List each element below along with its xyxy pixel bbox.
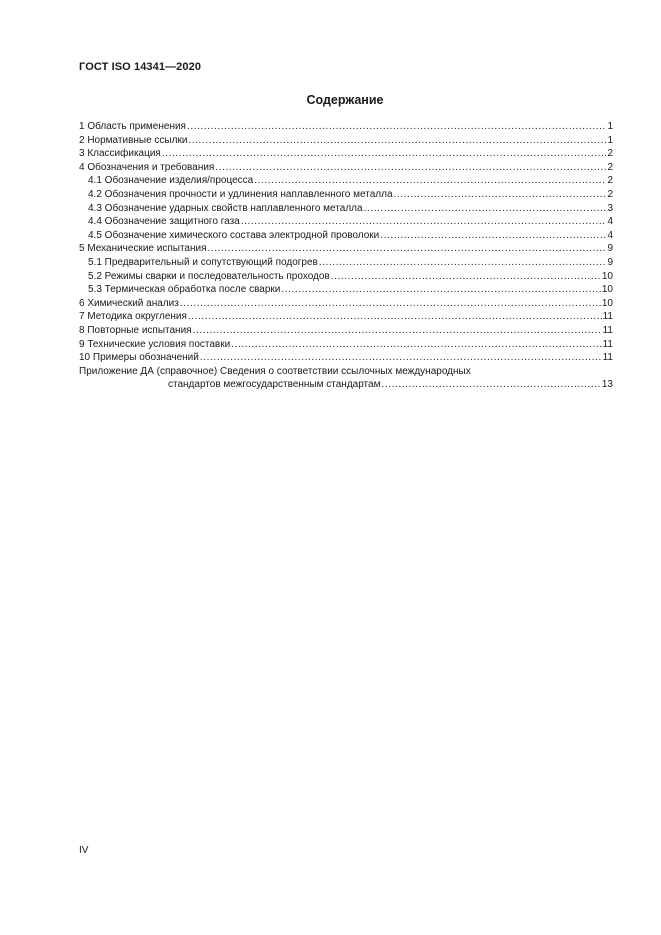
toc-entry-label: 4.5 Обозначение химического состава электродной проволоки xyxy=(88,229,380,241)
toc-leader-dots xyxy=(319,256,607,270)
toc-appendix-line2: стандартов межгосударственным стандартам xyxy=(168,379,381,391)
toc-entry-10[interactable] xyxy=(79,351,613,365)
toc-entry-label: 3 Классификация xyxy=(79,148,161,160)
toc-entry-4-3[interactable] xyxy=(79,202,613,216)
toc-entry-page: 11 xyxy=(602,324,613,336)
toc-entry-label: 5.1 Предварительный и сопутствующий подогрев xyxy=(88,256,318,268)
toc-entry-label: 4.2 Обозначения прочности и удлинения наплавленного металла xyxy=(88,188,393,200)
toc-leader-dots xyxy=(281,283,601,297)
toc-entry-label: 10 Примеры обозначений xyxy=(79,352,199,364)
toc-entry-label: 4.4 Обозначение защитного газа xyxy=(88,216,240,228)
toc-entry-label: 5 Механические испытания xyxy=(79,243,207,255)
toc-entry-4-4[interactable] xyxy=(79,215,613,229)
toc-entry-5-3[interactable] xyxy=(79,283,613,297)
toc-entry-label: 2 Нормативные ссылки xyxy=(79,134,188,146)
toc-entry-page: 1 xyxy=(607,121,613,132)
toc-entry-label: 4 Обозначения и требования xyxy=(79,161,215,173)
toc-leader-dots xyxy=(254,174,606,188)
toc-entry-page: 10 xyxy=(601,270,613,282)
toc-entry-3[interactable] xyxy=(79,147,613,161)
toc-entry-page: 11 xyxy=(602,352,613,364)
toc-entry-9[interactable] xyxy=(79,338,613,352)
toc-entry-label: 7 Методика округления xyxy=(79,311,187,323)
toc-entry-page: 1 xyxy=(607,134,613,146)
toc-entry-label: 1 Область применения xyxy=(79,121,186,132)
toc-entry-page: 10 xyxy=(601,284,613,296)
toc-entry-label: 9 Технические условия поставки xyxy=(79,338,231,350)
toc-entry-5-1[interactable] xyxy=(79,256,613,270)
toc-entry-4-1[interactable] xyxy=(79,174,613,188)
toc-entry-page: 2 xyxy=(607,188,613,200)
toc-entry-page: 11 xyxy=(602,311,613,323)
toc-entry-page: 9 xyxy=(607,256,613,268)
toc-entry-4[interactable] xyxy=(79,161,613,175)
toc-entry-label: 4.3 Обозначение ударных свойств наплавленного металла xyxy=(88,202,363,214)
toc-entry-7[interactable] xyxy=(79,310,613,324)
toc-entry-page: 4 xyxy=(607,216,613,228)
toc-leader-dots xyxy=(187,120,606,134)
toc-entry-page: 13 xyxy=(601,379,613,391)
toc-leader-dots xyxy=(188,134,606,148)
toc-leader-dots xyxy=(193,324,602,338)
toc-leader-dots xyxy=(331,270,601,284)
toc-entry-4-2[interactable] xyxy=(79,188,613,202)
toc-entry-page: 11 xyxy=(602,338,613,350)
toc-entry-page: 2 xyxy=(607,148,613,160)
document-code: ГОСТ ISO 14341—2020 xyxy=(79,61,202,73)
toc-entry-page: 3 xyxy=(607,202,613,214)
table-of-contents xyxy=(79,120,613,392)
toc-entry-page: 2 xyxy=(607,161,613,173)
toc-appendix-line1: Приложение ДА (справочное) Сведения о соответствии ссылочных международных xyxy=(79,365,471,377)
toc-entry-8[interactable] xyxy=(79,324,613,338)
toc-leader-dots xyxy=(162,147,607,161)
toc-appendix-title[interactable] xyxy=(79,365,613,379)
toc-leader-dots xyxy=(180,297,601,311)
toc-entry-4-5[interactable] xyxy=(79,229,613,243)
toc-entry-page: 10 xyxy=(601,297,613,309)
page-number: IV xyxy=(79,845,89,856)
toc-leader-dots xyxy=(215,161,606,175)
toc-entry-2[interactable] xyxy=(79,134,613,148)
toc-entry-5-2[interactable] xyxy=(79,270,613,284)
toc-leader-dots xyxy=(208,242,607,256)
toc-leader-dots xyxy=(241,215,607,229)
toc-entry-label: 5.3 Термическая обработка после сварки xyxy=(88,284,281,296)
toc-leader-dots xyxy=(200,351,602,365)
toc-entry-label: 5.2 Режимы сварки и последовательность проходов xyxy=(88,270,330,282)
toc-leader-dots xyxy=(231,338,601,352)
toc-entry-1[interactable] xyxy=(79,120,613,134)
toc-appendix-entry[interactable] xyxy=(79,378,613,392)
toc-entry-label: 6 Химический анализ xyxy=(79,297,179,309)
toc-leader-dots xyxy=(188,310,602,324)
toc-entry-page: 4 xyxy=(607,229,613,241)
toc-entry-label: 4.1 Обозначение изделия/процесса xyxy=(88,175,254,187)
toc-leader-dots xyxy=(381,378,600,392)
toc-entry-page: 9 xyxy=(607,243,613,255)
toc-entry-6[interactable] xyxy=(79,297,613,311)
toc-leader-dots xyxy=(380,229,606,243)
toc-leader-dots xyxy=(364,202,607,216)
toc-leader-dots xyxy=(394,188,607,202)
page-title: Содержание xyxy=(306,93,384,107)
toc-entry-label: 8 Повторные испытания xyxy=(79,324,192,336)
toc-entry-5[interactable] xyxy=(79,242,613,256)
toc-entry-page: 2 xyxy=(607,175,613,187)
